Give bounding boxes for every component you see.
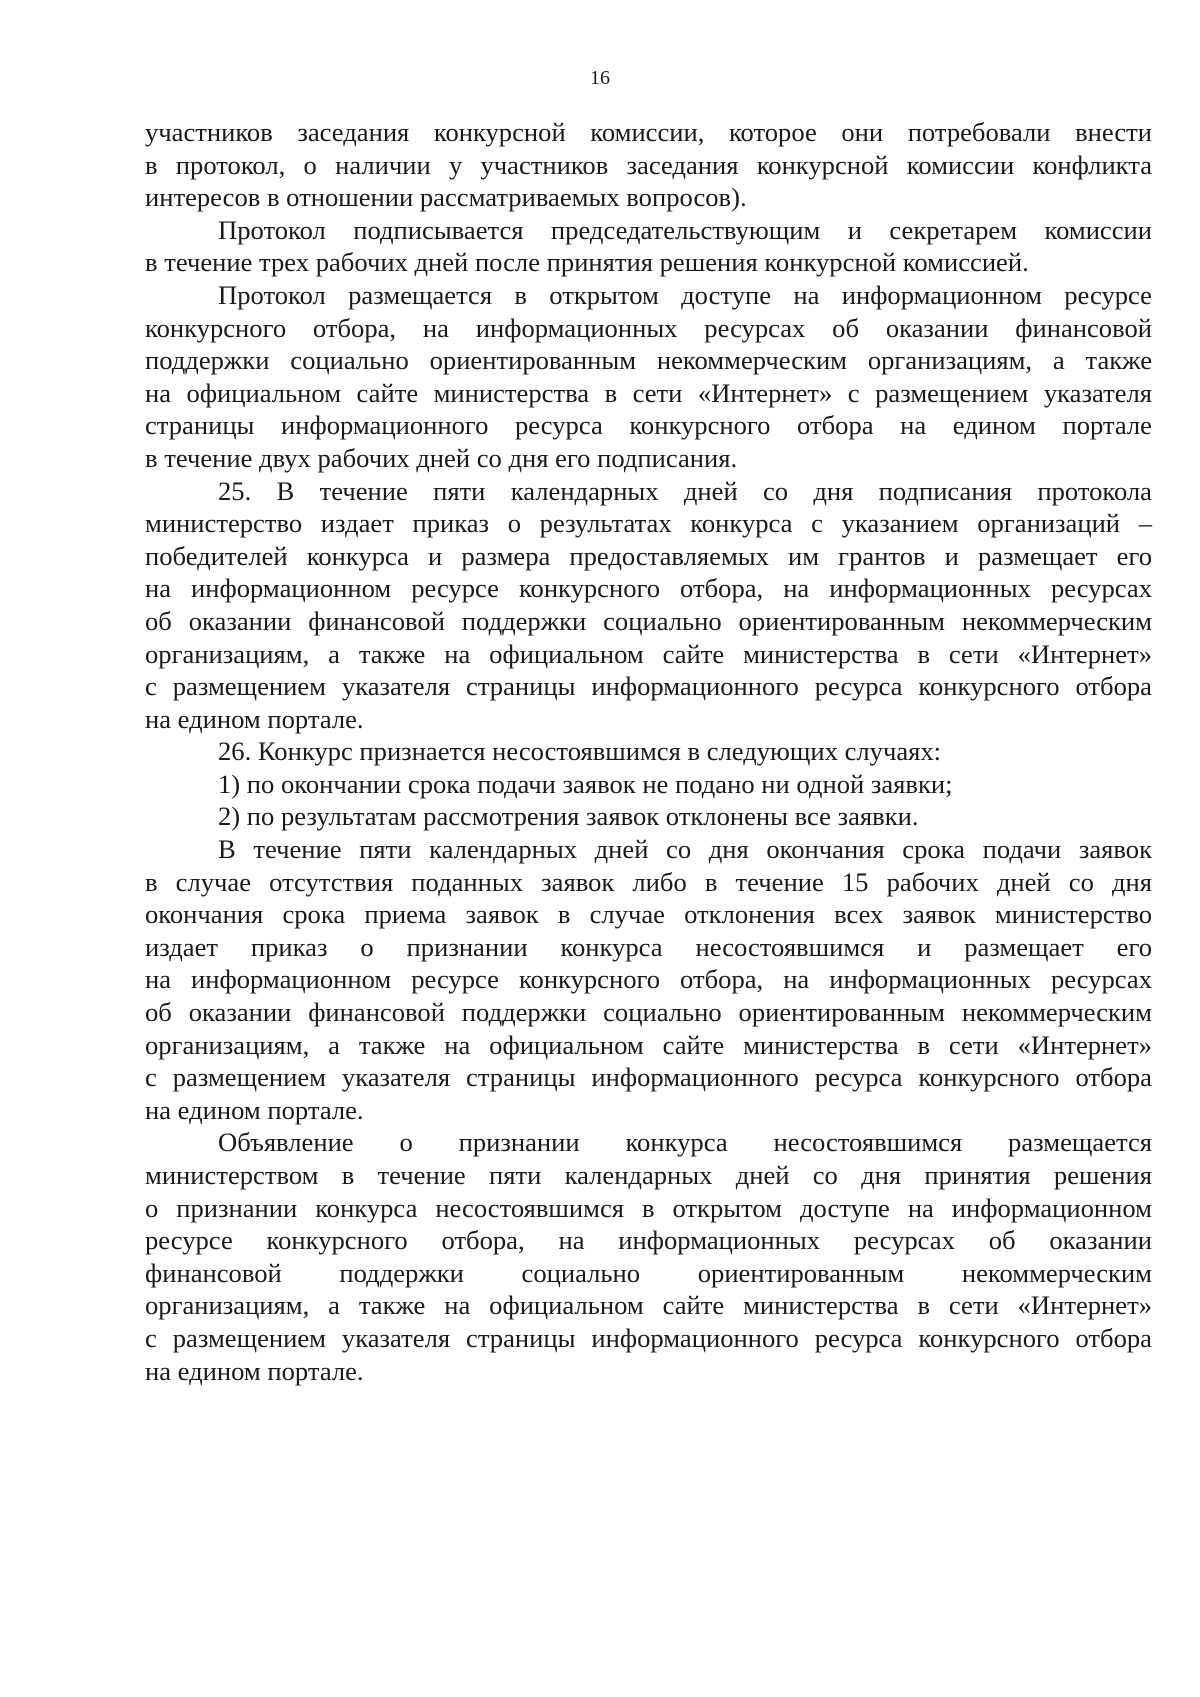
text-line: В течение пяти календарных дней со дня окончания срока подачи заявок <box>218 834 1152 865</box>
page-number: 16 <box>590 67 610 89</box>
text-line: Протокол подписывается председательствующим и секретарем комиссии <box>218 214 1152 245</box>
text-line: на едином портале. <box>145 1355 364 1386</box>
paragraph <box>145 214 1152 279</box>
text-line: министерством в течение пяти календарных дней со дня принятия решения <box>145 1160 1152 1190</box>
text-line: с размещением указателя страницы информационного ресурса конкурсного отбора <box>145 671 1152 702</box>
text-line: 25. В течение пяти календарных дней со дня подписания протокола <box>218 475 1152 506</box>
text-line: участников заседания конкурсной комиссии, которое они потребовали внести <box>145 117 1152 147</box>
text-line: в течение двух рабочих дней со дня его подписания. <box>145 442 738 473</box>
text-line: конкурсного отбора, на информационных ресурсах об оказании финансовой <box>145 312 1152 343</box>
text-line: организациям, а также на официальном сайте министерства в сети «Интернет» <box>145 638 1152 669</box>
text-line: Объявление о признании конкурса несостоявшимся размещается <box>218 1127 1152 1158</box>
text-line: 26. Конкурс признается несостоявшимся в следующих случаях: <box>218 736 942 767</box>
text-line: издает приказ о признании конкурса несостоявшимся и размещает его <box>145 931 1152 962</box>
paragraph <box>145 1126 1152 1387</box>
text-line: на едином портале. <box>145 1094 364 1125</box>
text-line: поддержки социально ориентированным некоммерческим организациям, а также <box>145 345 1152 376</box>
text-line: министерство издает приказ о результатах конкурса с указанием организаций – <box>145 508 1152 539</box>
text-line: на едином портале. <box>145 703 364 734</box>
text-line: интересов в отношении рассматриваемых вопросов). <box>145 182 747 213</box>
paragraph <box>145 735 1152 768</box>
text-line: с размещением указателя страницы информационного ресурса конкурсного отбора <box>145 1062 1152 1093</box>
text-line: организациям, а также на официальном сайте министерства в сети «Интернет» <box>145 1290 1152 1321</box>
paragraph <box>145 768 1152 801</box>
text-line: о признании конкурса несостоявшимся в открытом доступе на информационном <box>145 1192 1152 1223</box>
text-line: в случае отсутствия поданных заявок либо в течение 15 рабочих дней со дня <box>145 866 1152 897</box>
paragraph <box>145 279 1152 475</box>
text-line: организациям, а также на официальном сайте министерства в сети «Интернет» <box>145 1029 1152 1060</box>
text-line: в течение трех рабочих дней после принятия решения конкурсной комиссией. <box>145 247 1029 278</box>
text-line: в протокол, о наличии у участников заседания конкурсной комиссии конфликта <box>145 149 1152 180</box>
text-line: об оказании финансовой поддержки социально ориентированным некоммерческим <box>145 605 1152 636</box>
paragraph <box>145 833 1152 1126</box>
paragraph <box>145 475 1152 736</box>
text-line: с размещением указателя страницы информационного ресурса конкурсного отбора <box>145 1322 1152 1353</box>
text-line: об оказании финансовой поддержки социально ориентированным некоммерческим <box>145 997 1152 1028</box>
text-line: на информационном ресурсе конкурсного отбора, на информационных ресурсах <box>145 573 1152 604</box>
text-line: ресурсе конкурсного отбора, на информационных ресурсах об оказании <box>145 1225 1152 1256</box>
text-line: страницы информационного ресурса конкурсного отбора на едином портале <box>145 410 1152 441</box>
text-line: на информационном ресурсе конкурсного отбора, на информационных ресурсах <box>145 964 1152 995</box>
text-line: Протокол размещается в открытом доступе на информационном ресурсе <box>218 279 1152 310</box>
text-line: на официальном сайте министерства в сети «Интернет» с размещением указателя <box>145 377 1152 408</box>
text-line: победителей конкурса и размера предоставляемых им грантов и размещает его <box>145 540 1152 571</box>
paragraph <box>145 800 1152 833</box>
text-line: 1) по окончании срока подачи заявок не подано ни одной заявки; <box>218 768 953 799</box>
text-line: финансовой поддержки социально ориентированным некоммерческим <box>145 1257 1152 1288</box>
text-line: 2) по результатам рассмотрения заявок отклонены все заявки. <box>218 801 919 832</box>
paragraph <box>145 116 1152 214</box>
document-body <box>145 116 1152 1387</box>
text-line: окончания срока приема заявок в случае отклонения всех заявок министерство <box>145 899 1152 930</box>
